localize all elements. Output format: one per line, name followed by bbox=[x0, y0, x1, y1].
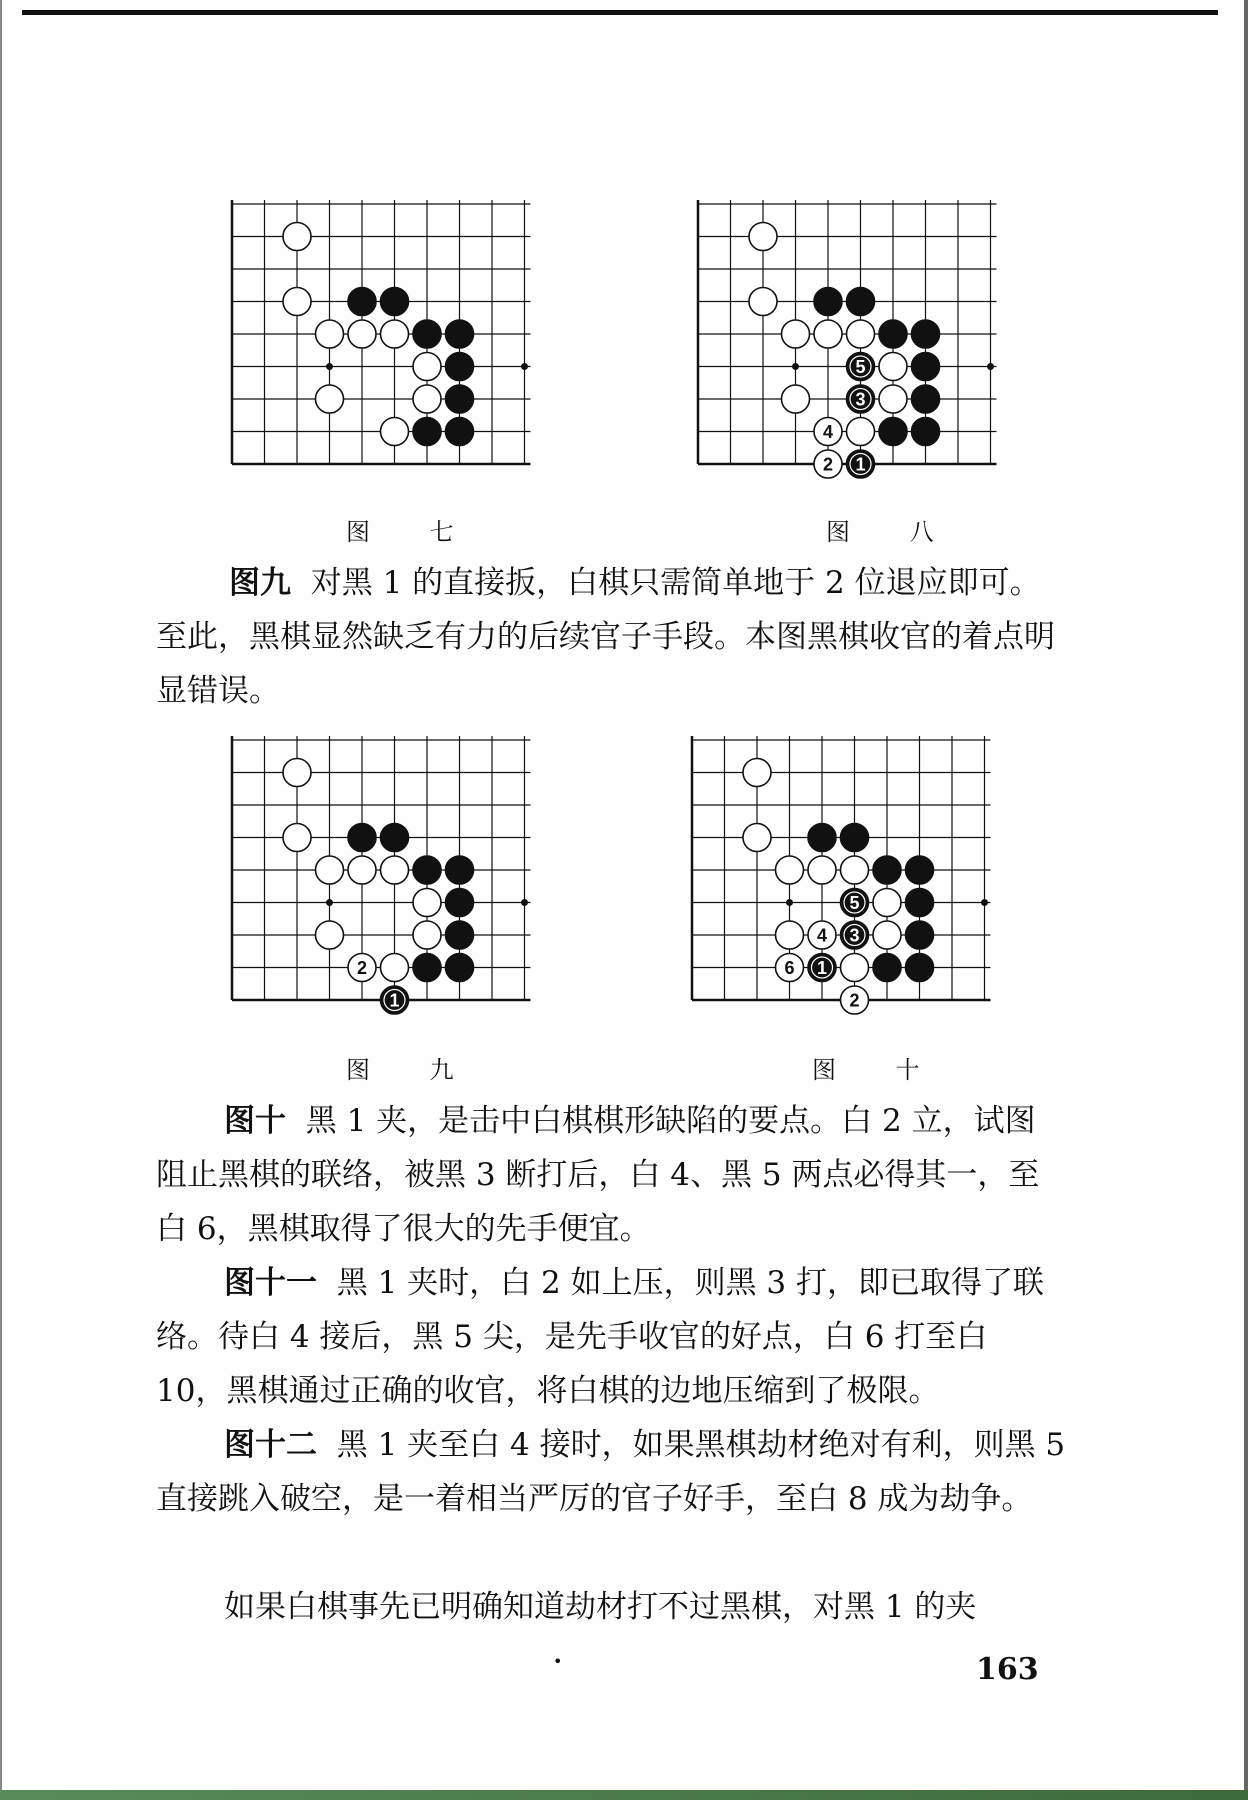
black-stone-3 bbox=[847, 385, 875, 413]
black-stone bbox=[912, 418, 940, 446]
paragraph-text: 如果白棋事先已明确知道劫材打不过黑棋，对黑 1 的夹 bbox=[224, 1589, 977, 1625]
top-rule bbox=[22, 10, 1218, 15]
black-stone bbox=[808, 824, 836, 852]
white-stone bbox=[879, 385, 907, 413]
white-stone bbox=[879, 353, 907, 381]
black-stone bbox=[446, 889, 474, 917]
black-stone bbox=[873, 954, 901, 982]
move-number: 1 bbox=[389, 990, 400, 1011]
go-diagram-9 bbox=[228, 736, 548, 1036]
white-stone bbox=[381, 418, 409, 446]
paragraph-fig12 bbox=[156, 1418, 1066, 1526]
move-number: 2 bbox=[849, 990, 860, 1011]
white-stone bbox=[316, 856, 344, 884]
paragraph-text: 黑 1 夹至白 4 接时，如果黑棋劫材绝对有利，则黑 5 直接跳入破空，是一着相当严厉的官子好手，至白 8 成为劫争。 bbox=[156, 1427, 1066, 1517]
caption-fig7: 图 七 bbox=[346, 518, 480, 546]
star-point bbox=[326, 899, 333, 906]
white-stone-4 bbox=[814, 418, 842, 446]
go-diagram-8 bbox=[694, 200, 1014, 500]
white-stone bbox=[873, 889, 901, 917]
page-number: 163 bbox=[976, 1652, 1039, 1687]
black-stone-1 bbox=[808, 954, 836, 982]
star-point bbox=[521, 899, 528, 906]
white-stone bbox=[413, 385, 441, 413]
white-stone bbox=[316, 320, 344, 348]
black-stone bbox=[413, 320, 441, 348]
paragraph-text: 对黑 1 的直接扳，白棋只需简单地于 2 位退应即可。至此，黑棋显然缺乏有力的后续官子手段。本图黑棋收官的着点明显错误。 bbox=[156, 565, 1055, 709]
paragraph-label: 图十 bbox=[224, 1103, 286, 1139]
white-stone bbox=[283, 824, 311, 852]
white-stone-2 bbox=[348, 954, 376, 982]
white-stone bbox=[847, 320, 875, 348]
white-stone bbox=[749, 223, 777, 251]
black-stone bbox=[446, 921, 474, 949]
bottom-strip bbox=[0, 1790, 1248, 1800]
white-stone bbox=[381, 320, 409, 348]
black-stone bbox=[446, 954, 474, 982]
black-stone bbox=[381, 824, 409, 852]
black-stone bbox=[446, 320, 474, 348]
black-stone bbox=[912, 353, 940, 381]
paragraph-continuation bbox=[156, 1580, 1066, 1634]
black-stone bbox=[906, 889, 934, 917]
black-stone bbox=[446, 353, 474, 381]
stray-mark: • bbox=[553, 1652, 563, 1671]
white-stone bbox=[841, 856, 869, 884]
black-stone bbox=[348, 288, 376, 316]
go-diagram-7 bbox=[228, 200, 548, 500]
star-point bbox=[786, 899, 793, 906]
white-stone bbox=[841, 954, 869, 982]
paragraph-fig11 bbox=[156, 1256, 1066, 1418]
white-stone bbox=[381, 954, 409, 982]
paragraph-label: 图十一 bbox=[224, 1265, 317, 1301]
white-stone bbox=[782, 320, 810, 348]
white-stone bbox=[381, 856, 409, 884]
white-stone bbox=[743, 824, 771, 852]
move-number: 3 bbox=[849, 925, 860, 946]
white-stone-6 bbox=[776, 954, 804, 982]
move-number: 5 bbox=[849, 893, 860, 913]
black-stone bbox=[413, 856, 441, 884]
black-stone bbox=[879, 418, 907, 446]
star-point bbox=[521, 363, 528, 370]
black-stone bbox=[906, 921, 934, 949]
star-point bbox=[981, 899, 988, 906]
paragraph-text: 黑 1 夹时，白 2 如上压，则黑 3 打，即已取得了联络。待白 4 接后，黑 5 尖，是先手收官的好点，白 6 打至白 10，黑棋通过正确的收官，将白棋的边地压缩到了极限。 bbox=[156, 1265, 1045, 1409]
black-stone bbox=[841, 824, 869, 852]
black-stone bbox=[879, 320, 907, 348]
black-stone bbox=[906, 954, 934, 982]
white-stone bbox=[316, 921, 344, 949]
white-stone-4 bbox=[808, 921, 836, 949]
white-stone bbox=[413, 921, 441, 949]
white-stone bbox=[283, 223, 311, 251]
paragraph-text: 黑 1 夹，是击中白棋棋形缺陷的要点。白 2 立，试图阻止黑棋的联络，被黑 3 断打后，白 4、黑 5 两点必得其一，至白 6，黑棋取得了很大的先手便宜。 bbox=[156, 1103, 1040, 1247]
move-number: 2 bbox=[356, 958, 368, 978]
white-stone-2 bbox=[841, 986, 869, 1014]
black-stone bbox=[446, 856, 474, 884]
paragraph-label: 图十二 bbox=[224, 1427, 317, 1463]
white-stone bbox=[776, 856, 804, 884]
page-left-edge bbox=[0, 0, 2, 1800]
black-stone bbox=[847, 288, 875, 316]
white-stone bbox=[749, 288, 777, 316]
paragraph-fig9 bbox=[156, 556, 1066, 718]
black-stone bbox=[873, 856, 901, 884]
move-number: 2 bbox=[822, 454, 834, 475]
caption-fig10: 图 十 bbox=[812, 1056, 946, 1084]
black-stone bbox=[348, 824, 376, 852]
page-right-edge bbox=[1244, 0, 1248, 1800]
white-stone-2 bbox=[814, 450, 842, 478]
move-number: 3 bbox=[855, 389, 866, 410]
caption-fig8: 图 八 bbox=[826, 518, 960, 546]
white-stone bbox=[283, 288, 311, 316]
white-stone bbox=[776, 921, 804, 949]
black-stone-1 bbox=[847, 450, 875, 478]
white-stone bbox=[814, 320, 842, 348]
black-stone bbox=[446, 418, 474, 446]
move-number: 4 bbox=[822, 422, 834, 442]
star-point bbox=[326, 363, 333, 370]
black-stone bbox=[413, 418, 441, 446]
white-stone bbox=[847, 418, 875, 446]
white-stone bbox=[743, 759, 771, 787]
black-stone bbox=[413, 954, 441, 982]
black-stone-3 bbox=[841, 921, 869, 949]
black-stone-1 bbox=[381, 986, 409, 1014]
move-number: 5 bbox=[855, 357, 866, 377]
white-stone bbox=[348, 320, 376, 348]
caption-fig9: 图 九 bbox=[346, 1056, 480, 1084]
white-stone bbox=[873, 921, 901, 949]
white-stone bbox=[316, 385, 344, 413]
move-number: 6 bbox=[784, 958, 795, 978]
black-stone-5 bbox=[841, 889, 869, 917]
paragraph-fig10 bbox=[156, 1094, 1066, 1256]
black-stone bbox=[814, 288, 842, 316]
black-stone bbox=[381, 288, 409, 316]
white-stone bbox=[283, 759, 311, 787]
black-stone bbox=[446, 385, 474, 413]
move-number: 1 bbox=[855, 454, 866, 475]
white-stone bbox=[782, 385, 810, 413]
move-number: 4 bbox=[816, 925, 828, 946]
move-number: 1 bbox=[816, 958, 828, 978]
black-stone bbox=[912, 385, 940, 413]
white-stone bbox=[413, 353, 441, 381]
go-diagram-10 bbox=[688, 736, 1008, 1036]
white-stone bbox=[348, 856, 376, 884]
white-stone bbox=[808, 856, 836, 884]
black-stone bbox=[912, 320, 940, 348]
star-point bbox=[987, 363, 994, 370]
black-stone bbox=[906, 856, 934, 884]
paragraph-label: 图九 bbox=[229, 565, 291, 601]
star-point bbox=[792, 363, 799, 370]
black-stone-5 bbox=[847, 353, 875, 381]
white-stone bbox=[413, 889, 441, 917]
